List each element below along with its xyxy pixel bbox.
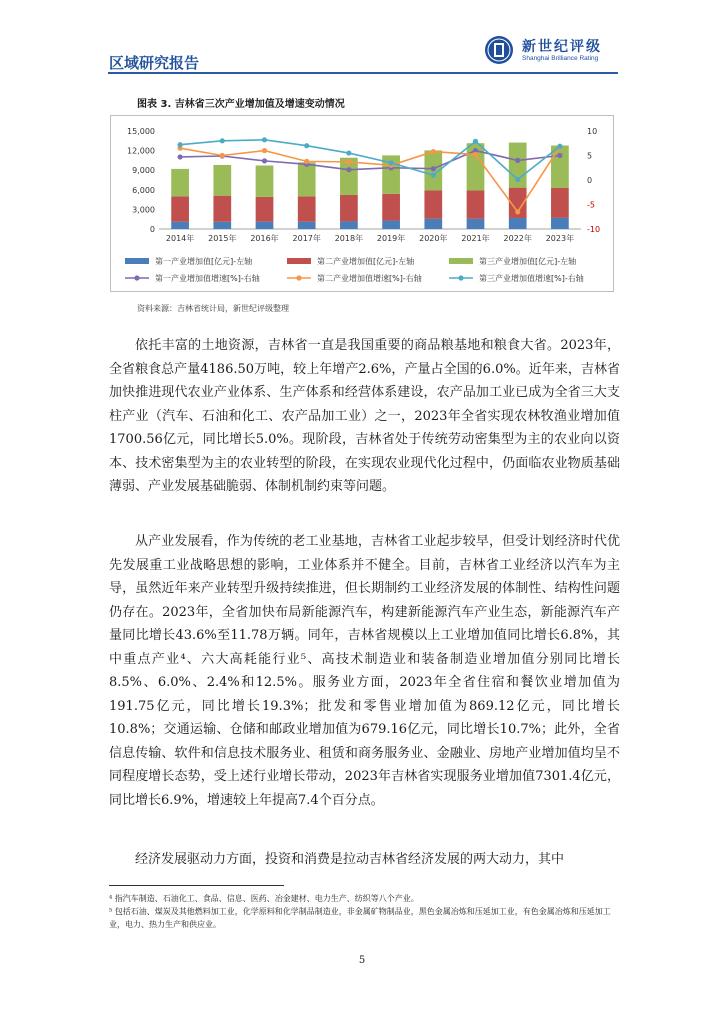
paragraph-agriculture: 依托丰富的土地资源，吉林省一直是我国重要的商品粮基地和粮食大省。2023年，全省粮食总产量4186.50万吨，较上年增产2.6%，产量占全国的6.0%。近年来，吉林省加快推进现代农业产业体系、生产体系和经营体系建设，农产品加工业已成为全省三大支柱产业（汽车、石油和化工、农产品加工业）之一，2023年全省实现农林牧渔业增加值1700.56亿元，同比增长5.0%。现阶段，吉林省处于传统劳动密集型为主的农业向以资本、技术密集型为主的农业转型的阶段，在实现农业现代化过程中，仍面临农业物质基础薄弱、产业发展基础脆弱、体制机制约束等问题。 [109,338,620,494]
footnote-divider [109,885,284,886]
logo-chinese-name: 新世纪评级 [522,39,602,55]
bar-segment-1 [382,221,400,229]
series-point-2 [346,159,351,164]
bar-segment-1 [467,219,485,229]
legend-swatch [125,258,149,264]
bar-segment-1 [551,218,569,229]
legend-label: 第一产业增加值增速[%]-右轴 [155,274,260,283]
series-point-3 [431,173,436,178]
left-tick-label: 15,000 [127,127,155,136]
x-tick-label: 2016年 [250,234,279,243]
legend-label: 第二产业增加值增速[%]-右轴 [317,274,422,283]
x-tick-label: 2022年 [503,234,532,243]
series-point-1 [262,158,267,163]
bar-segment-2 [551,188,569,218]
logo-english-name: Shanghai Brilliance Rating [522,55,599,62]
series-point-3 [262,137,267,142]
bar-segment-1 [340,221,358,229]
legend-label: 第三产业增加值[亿元]-左轴 [479,257,577,266]
x-tick-label: 2021年 [461,234,490,243]
series-point-3 [178,142,183,147]
bar-segment-1 [256,222,274,229]
series-point-3 [220,138,225,143]
report-section-title: 区域研究报告 [109,54,200,72]
x-tick-label: 2014年 [165,234,195,243]
x-tick-label: 2015年 [208,234,237,243]
x-tick-label: 2020年 [419,234,448,243]
series-point-1 [557,153,562,158]
footnote-4: ⁴ 指汽车制造、石油化工、食品、信息、医药、冶金建材、电力生产、纺织等八个产业。 [109,894,419,903]
left-tick-label: 0 [149,225,155,234]
bar-segment-1 [298,222,316,229]
company-logo [484,35,624,69]
bar-segment-3 [298,162,316,196]
footnote-5: ⁵ 包括石油、煤炭及其他燃料加工业，化学原料和化学制品制造业，非金属矿物制品业，黑色金属冶炼和压延加工业，有色金属冶炼和压延加工业，电力、热力生产和供应业。 [109,907,611,929]
footnotes [109,892,620,931]
series-point-3 [389,160,394,165]
series-point-3 [557,144,562,149]
bar-segment-3 [171,169,189,196]
left-tick-label: 6,000 [132,185,155,195]
series-point-2 [515,209,520,214]
series-point-3 [473,139,478,144]
left-tick-label: 9,000 [132,166,155,176]
bar-segment-2 [340,195,358,221]
bar-segment-2 [171,196,189,221]
series-point-1 [346,167,351,172]
legend-swatch [287,258,311,264]
series-point-2 [220,153,225,158]
series-point-2 [473,152,478,157]
right-tick-label: 10 [587,127,598,136]
series-point-2 [262,148,267,153]
bar-segment-1 [509,218,527,229]
bar-segment-2 [213,196,231,222]
series-point-3 [515,177,520,182]
chart-frame [110,115,614,292]
series-point-2 [431,149,436,154]
series-point-3 [346,150,351,155]
bar-segment-3 [256,165,274,196]
right-tick-label: -10 [587,225,601,234]
bar-segment-2 [467,190,485,218]
bar-segment-2 [424,190,442,218]
bar-segment-1 [213,222,231,229]
legend-label: 第一产业增加值[亿元]-左轴 [155,257,253,266]
x-tick-label: 2023年 [545,234,575,243]
series-point-2 [304,159,309,164]
bar-segment-2 [298,196,316,221]
left-tick-label: 3,000 [132,205,155,215]
bar-segment-1 [424,219,442,229]
x-tick-label: 2019年 [376,234,406,243]
legend-marker [296,275,301,280]
series-point-3 [304,143,309,148]
series-point-1 [431,166,436,171]
industry-chart [111,116,613,291]
bar-segment-3 [213,165,231,196]
series-point-1 [515,158,520,163]
x-tick-label: 2017年 [292,234,321,243]
paragraph-industry: 从产业发展看，作为传统的老工业基地，吉林省工业起步较早，但受计划经济时代优先发展重工业战略思想的影响，工业体系并不健全。目前，吉林省工业经济以汽车为主导，虽然近年来产业转型升级持续推进，但长期制约工业经济发展的体制性、结构性问题仍存在。2023年，全省加快布局新能源汽车，构建新能源汽车产业生态，新能源汽车产量同比增长43.6%至11.78万辆。同年，吉林省规模以上工业增加值同比增长6.8%，其中重点产业⁴、六大高耗能行业⁵、高技术制造业和装备制造业增加值分别同比增长8.5%、6.0%、2.4%和12.5%。服务业方面，2023年全省住宿和餐饮业增加值为191.75亿元，同比增长19.3%；批发和零售业增加值为869.12亿元，同比增长10.8%；交通运输、仓储和邮政业增加值为679.16亿元，同比增长10.7%；此外，全省信息传输、软件和信息技术服务业、租赁和商务服务业、金融业、房地产业增加值均呈不同程度增长态势，受上述行业增长带动，2023年吉林省实现服务业增加值7301.4亿元，同比增长6.9%，增速较上年提高7.4个百分点。 [109,534,620,808]
legend-marker [134,275,139,280]
page-number: 5 [358,955,366,966]
series-line-3 [180,140,560,180]
paragraph-drivers: 经济发展驱动力方面，投资和消费是拉动吉林省经济发展的两大动力，其中 [135,852,565,867]
series-point-1 [178,154,183,159]
figure-source: 资料来源：吉林省统计局，新世纪评级整理 [137,304,289,313]
bar-segment-1 [171,222,189,229]
figure-title: 图表 3. 吉林省三次产业增加值及增速变动情况 [137,99,345,110]
x-tick-label: 2018年 [334,234,364,243]
bar-segment-2 [382,194,400,221]
right-tick-label: 5 [587,151,593,161]
legend-label: 第三产业增加值增速[%]-右轴 [479,274,584,283]
bar-segment-2 [256,197,274,222]
right-tick-label: -5 [587,200,595,210]
left-tick-label: 12,000 [127,146,155,156]
logo-seal-icon [484,35,514,65]
right-tick-label: 0 [587,176,593,185]
legend-marker [458,275,463,280]
header-divider [108,72,618,74]
legend-swatch [449,258,473,264]
legend-label: 第二产业增加值[亿元]-左轴 [317,257,415,266]
